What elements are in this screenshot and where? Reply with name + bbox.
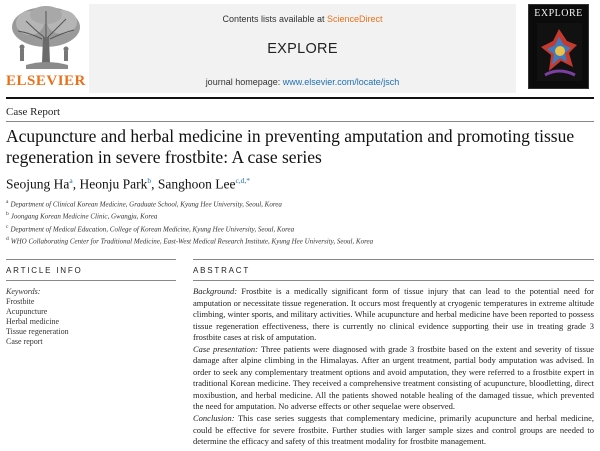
journal-cover[interactable] <box>528 4 589 89</box>
author-name[interactable]: Seojung Ha <box>6 176 70 192</box>
affiliation-marker: b <box>6 211 9 218</box>
publisher-wordmark[interactable]: ELSEVIER <box>6 73 86 89</box>
abstract-body <box>193 286 594 448</box>
homepage-prefix: journal homepage: <box>205 77 283 87</box>
affiliation-list <box>6 197 591 246</box>
keywords-block <box>6 286 176 347</box>
article-info-divider-top <box>6 259 176 260</box>
article-type-divider <box>6 121 594 122</box>
abstract-section-text: Three patients were diagnosed with grade 3 frostbite based on the extent and severity of tissue damage after alpine climbing in the Himalayas. After an urgent treatment, partial body amputation was advised. In order to seek any complementary treatment options and avoid amputation, they were referred to a frostbite expert in traditional Korean medicine. They received a comprehensive treatment consisting of acupuncture, bloodletting, direct moxibustion, and herbal medicine. All the patients showed notable healing of the damaged tissue, which prevented the need for amputation. No adverse effects or other sequelae were observed. <box>193 343 594 412</box>
affiliation-item <box>6 209 591 221</box>
keyword-item[interactable]: Acupuncture <box>6 307 48 316</box>
homepage-link[interactable]: www.elsevier.com/locate/jsch <box>282 77 400 87</box>
abstract-section-label: Background: <box>193 286 238 296</box>
cover-art-icon <box>537 23 582 81</box>
tree-logo-icon <box>6 3 86 73</box>
article-title: Acupuncture and herbal medicine in preventing amputation and promoting tissue regeneration in severe frostbite: A case series <box>6 126 575 167</box>
author-affiliation-marker[interactable]: b <box>147 176 152 185</box>
abstract-section-label: Conclusion: <box>193 413 235 424</box>
abstract-section-label: Case presentation: <box>193 343 258 354</box>
header-divider <box>6 97 594 99</box>
sciencedirect-link[interactable]: ScienceDirect <box>327 14 383 24</box>
abstract-section-text: This case series suggests that complementary medicine, primarily acupuncture and herbal medicine, could be effective for severe frostbite. Further studies with larger sample sizes and control groups are needed to determine the efficacy and safety of this treatment modality for frostbite management. <box>193 413 594 447</box>
affiliation-item <box>6 222 591 234</box>
affiliation-marker: c <box>6 223 9 230</box>
abstract-heading: ABSTRACT <box>193 266 251 275</box>
author-name[interactable]: Heonju Park <box>79 176 148 192</box>
contents-prefix: Contents lists available at <box>222 14 328 24</box>
affiliation-text: Joongang Korean Medicine Clinic, Gwangju, Korea <box>10 212 158 221</box>
affiliation-text: Department of Clinical Korean Medicine, Graduate School, Kyung Hee University, Seoul, Korea <box>10 200 282 209</box>
author-affiliation-marker[interactable]: a <box>69 176 73 185</box>
affiliation-marker: a <box>6 199 9 205</box>
article-info-heading: ARTICLE INFO <box>6 266 83 275</box>
keyword-item[interactable]: Case report <box>6 337 43 346</box>
article-info-divider-bottom <box>6 280 176 281</box>
keyword-item[interactable]: Herbal medicine <box>6 317 60 326</box>
journal-title: EXPLORE <box>267 41 338 57</box>
abstract-paragraph-case-presentation <box>193 344 594 413</box>
affiliation-item <box>6 197 591 209</box>
author-list: Seojung Ha$^a$, Heonju Park$^b$, Sanghoon Lee$^{c,d,*}$ <box>6 176 251 192</box>
keyword-item[interactable]: Frostbite <box>6 297 35 306</box>
homepage-line <box>89 77 516 87</box>
article-type: Case Report <box>6 106 61 118</box>
keyword-item[interactable]: Tissue regeneration <box>6 327 69 336</box>
cover-title: EXPLORE <box>534 8 583 19</box>
abstract-divider-bottom <box>193 280 594 281</box>
author-affiliation-marker[interactable]: c,d,* <box>235 176 251 185</box>
abstract-paragraph-background <box>193 286 594 344</box>
journal-header <box>89 4 516 93</box>
author-name[interactable]: Sanghoon Lee <box>157 176 236 192</box>
affiliation-item <box>6 234 591 246</box>
affiliation-marker: d <box>6 235 9 242</box>
abstract-paragraph-conclusion <box>193 413 594 448</box>
contents-line <box>89 14 516 24</box>
abstract-divider-top <box>193 259 594 260</box>
affiliation-text: WHO Collaborating Center for Traditional Medicine, East-West Medical Research Institute, Kyung Hee University, Seoul, Korea <box>10 237 374 246</box>
affiliation-text: Department of Medical Education, College of Korean Medicine, Kyung Hee University, Seoul, Korea <box>10 224 295 233</box>
keywords-label: Keywords: <box>6 287 41 296</box>
abstract-section-text: Frostbite is a medically significant form of tissue injury that can lead to the potential need for amputation or necessitate tissue regeneration. It occurs most frequently at cryogenic temperatures in extreme altitude climbing, winter sports, and military activities. While acupuncture and herbal medicine have been reported to possess tissue regeneration effectiveness, there is currently no clinical evidence supporting their use in treating grade 3 frostbite cases at risk of amputation. <box>193 286 594 343</box>
